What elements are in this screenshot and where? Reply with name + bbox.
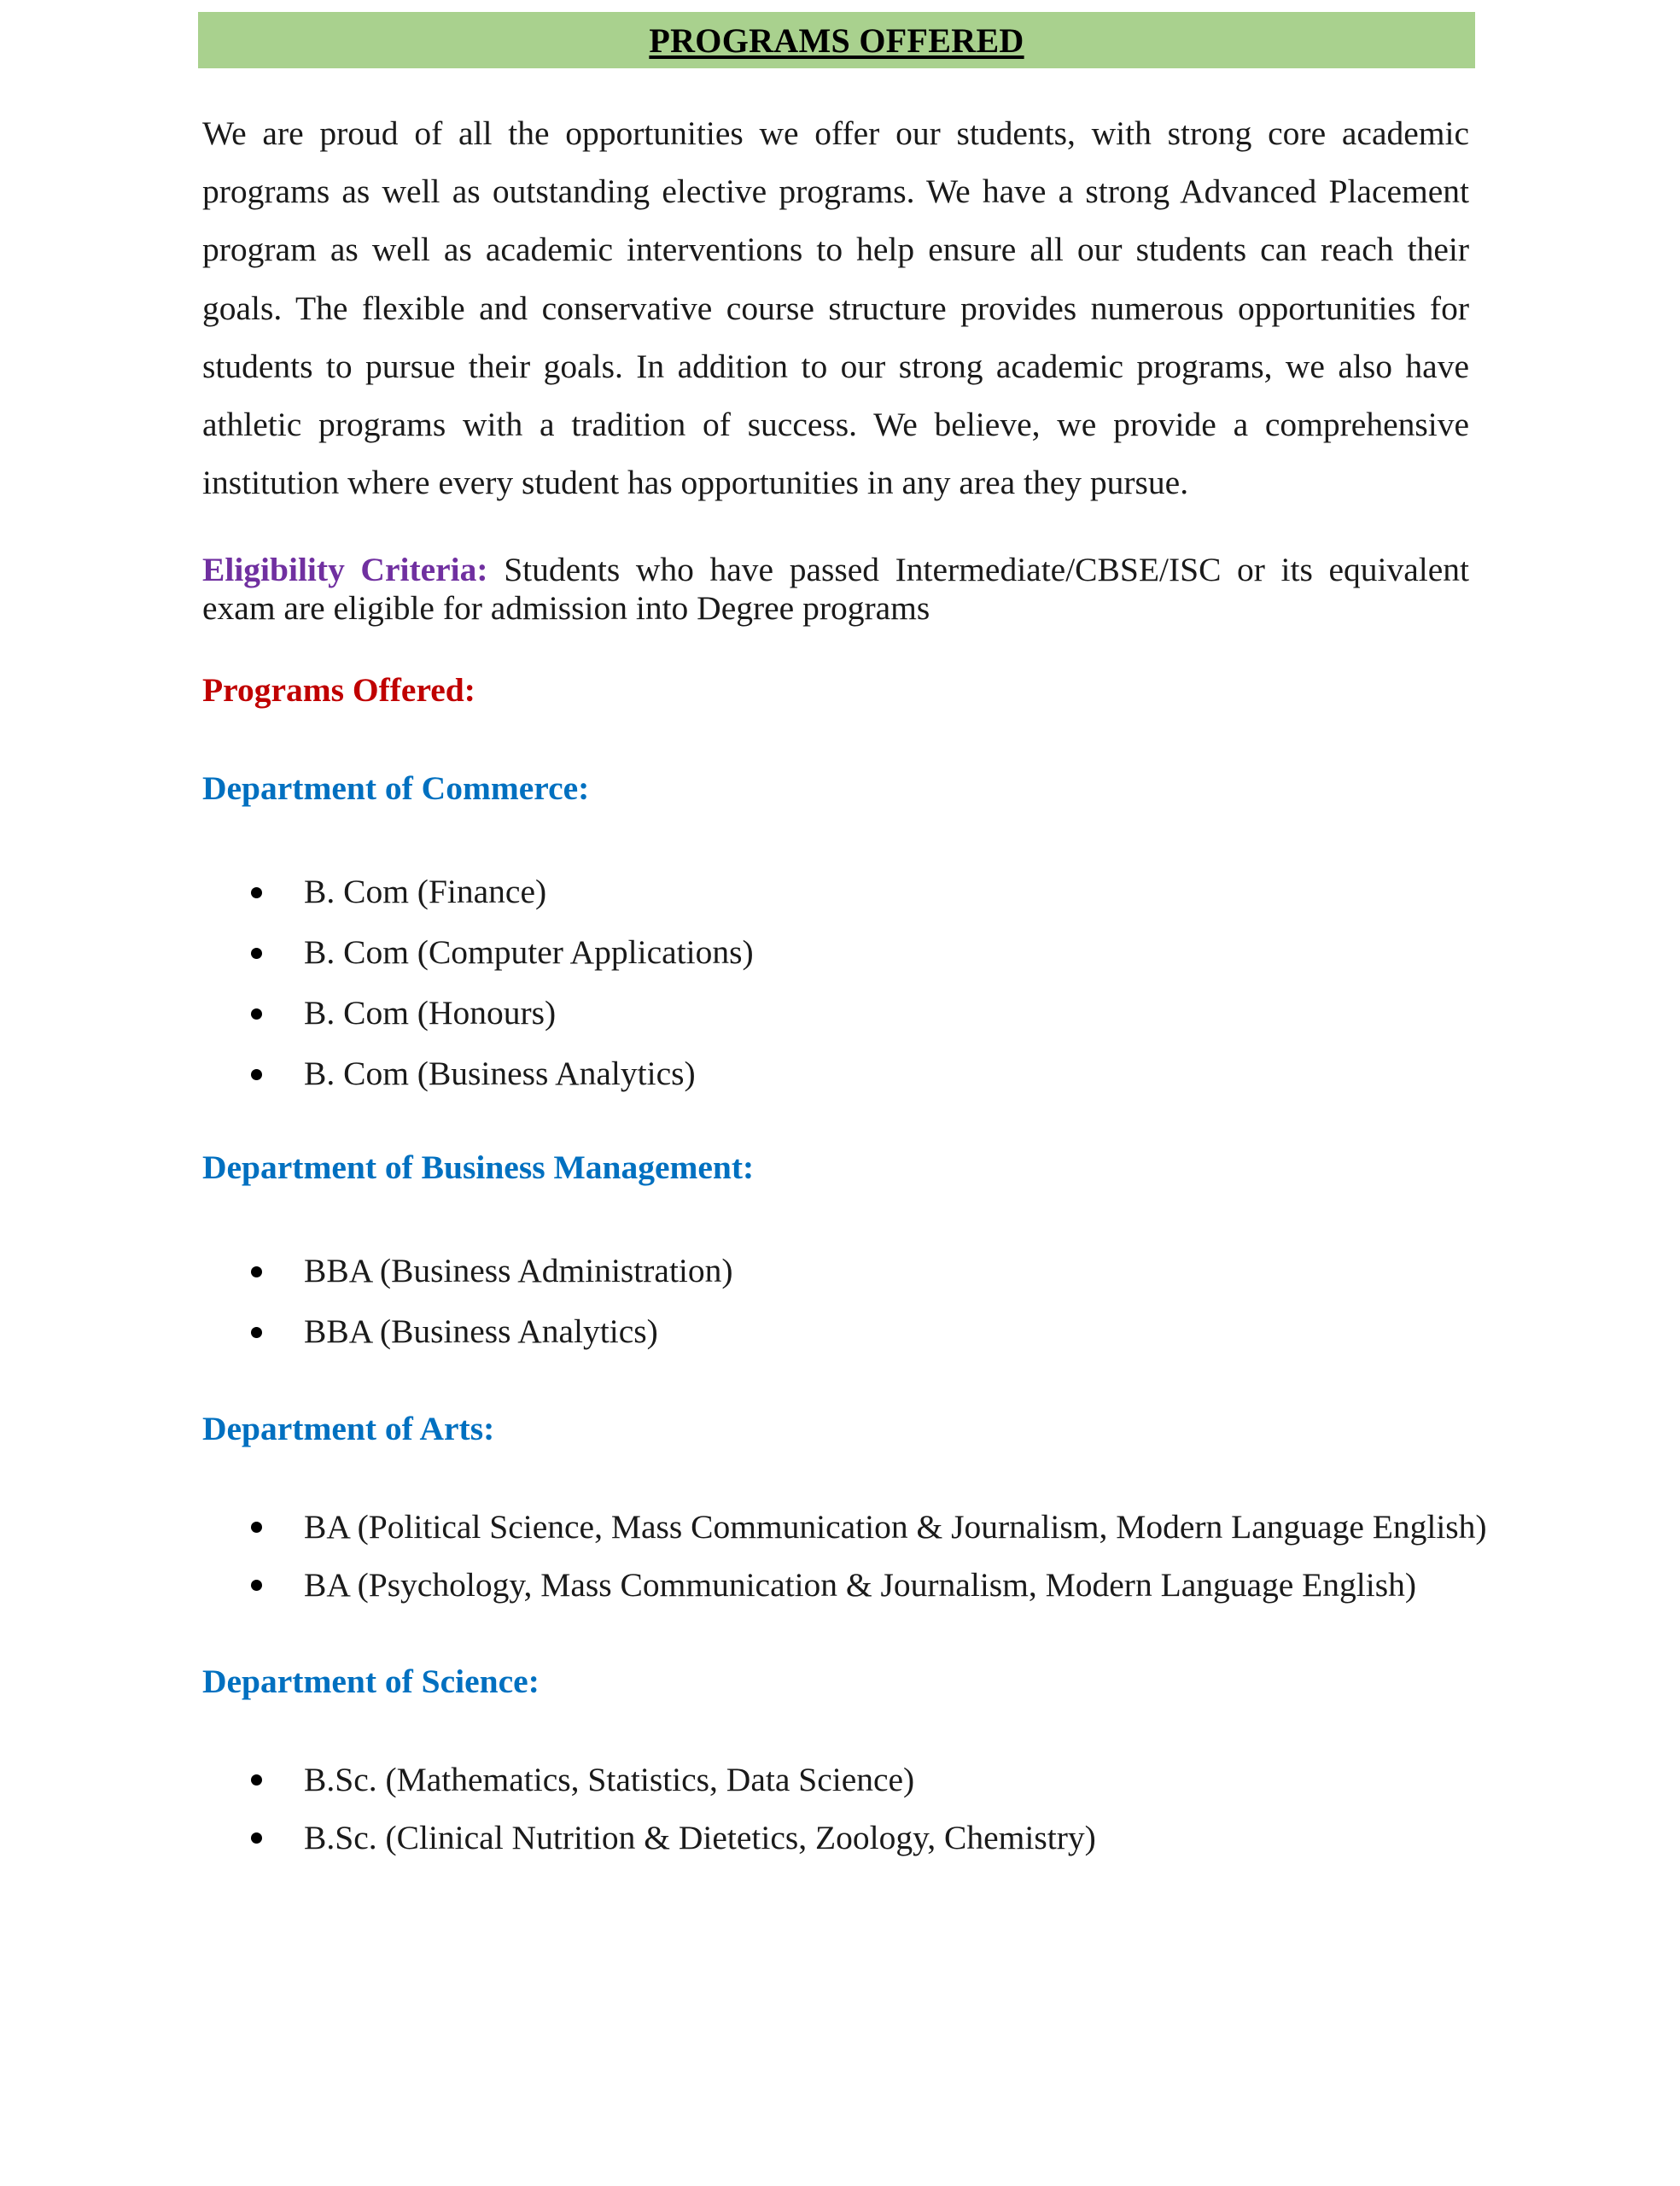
program-item xyxy=(0,983,754,1043)
program-item xyxy=(0,922,754,983)
program-list-arts xyxy=(0,1498,1487,1614)
eligibility-text: Students who have passed Intermediate/CBSE/ISC or its equivalent exam are eligible for admission into Degree programs xyxy=(202,551,1470,627)
page-title: PROGRAMS OFFERED xyxy=(649,20,1024,60)
programs-offered-heading: Programs Offered: xyxy=(202,671,475,709)
program-item xyxy=(0,1241,733,1301)
bullet-icon xyxy=(251,1008,262,1020)
program-label: BA (Political Science, Mass Communication & Journalism, Modern Language English) xyxy=(304,1508,1487,1546)
program-list-commerce xyxy=(0,862,754,1104)
bullet-icon xyxy=(251,1069,262,1080)
bullet-icon xyxy=(251,948,262,959)
department-heading-arts: Department of Arts: xyxy=(202,1410,495,1447)
program-label: B. Com (Computer Applications) xyxy=(304,933,754,971)
program-item xyxy=(0,1809,1096,1867)
program-label: B. Com (Honours) xyxy=(304,994,557,1032)
bullet-icon xyxy=(251,1774,262,1786)
department-heading-business-management: Department of Business Management: xyxy=(202,1149,755,1186)
bullet-icon xyxy=(251,1266,262,1277)
program-label: B. Com (Finance) xyxy=(304,873,547,910)
bullet-icon xyxy=(251,1327,262,1338)
intro-paragraph: We are proud of all the opportunities we offer our students, with strong core academic programs as well as outstanding elective programs. We have a strong Advanced Placement program as well as academic interventions to help ensure all our students can reach their goals. The flexible and conservative course structure provides numerous opportunities for students to pursue their goals. In addition to our strong academic programs, we also have athletic programs with a tradition of success. We believe, we provide a comprehensive institution where every student has opportunities in any area they pursue. xyxy=(202,114,1469,502)
program-item xyxy=(0,862,754,922)
program-item xyxy=(0,1751,1096,1809)
department-heading-science: Department of Science: xyxy=(202,1663,540,1700)
program-list-science xyxy=(0,1751,1096,1867)
title-banner xyxy=(198,12,1475,68)
program-item xyxy=(0,1301,733,1362)
program-item xyxy=(0,1556,1487,1614)
eligibility-label: Eligibility Criteria: xyxy=(202,551,488,588)
program-list-business-management xyxy=(0,1241,733,1362)
program-label: B. Com (Business Analytics) xyxy=(304,1055,696,1092)
program-label: BA (Psychology, Mass Communication & Journalism, Modern Language English) xyxy=(304,1566,1417,1604)
eligibility-criteria xyxy=(202,551,1469,628)
program-item xyxy=(0,1498,1487,1556)
bullet-icon xyxy=(251,1832,262,1844)
bullet-icon xyxy=(251,1580,262,1591)
program-label: B.Sc. (Mathematics, Statistics, Data Science) xyxy=(304,1761,915,1798)
program-item xyxy=(0,1043,754,1104)
program-label: BBA (Business Analytics) xyxy=(304,1312,658,1350)
department-heading-commerce: Department of Commerce: xyxy=(202,769,590,807)
program-label: BBA (Business Administration) xyxy=(304,1252,733,1289)
program-label: B.Sc. (Clinical Nutrition & Dietetics, Zoology, Chemistry) xyxy=(304,1819,1096,1856)
bullet-icon xyxy=(251,887,262,898)
bullet-icon xyxy=(251,1522,262,1533)
